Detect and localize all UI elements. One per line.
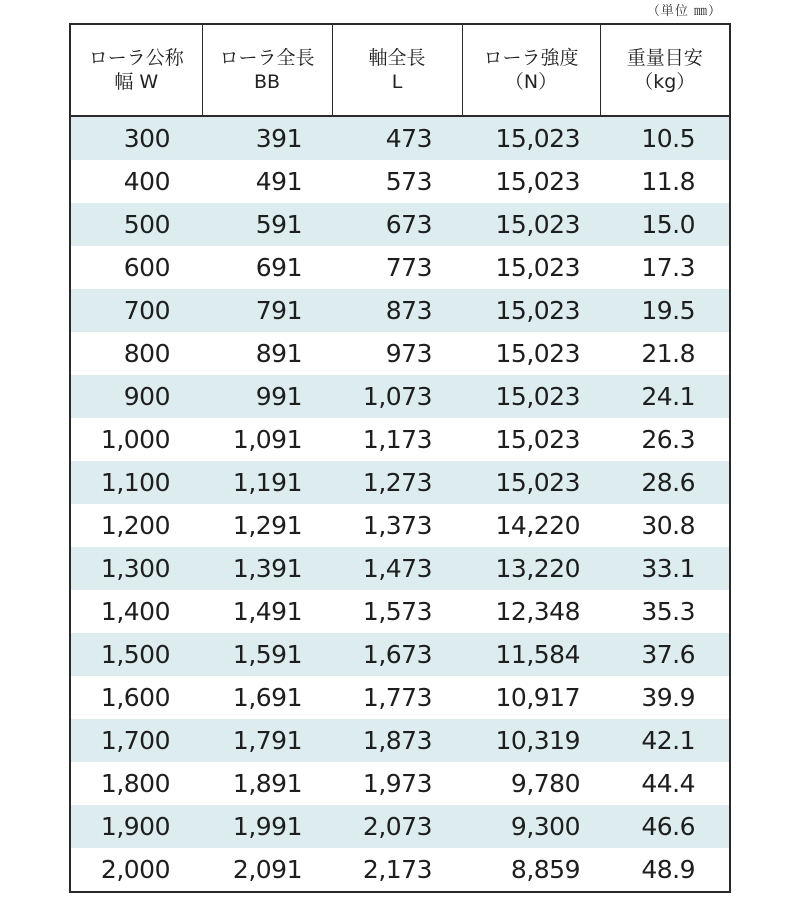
cell-roller-width: 800 xyxy=(123,339,170,368)
cell-roller-strength: 9,780 xyxy=(510,769,580,798)
unit-note: （単位 ㎜） xyxy=(646,4,722,19)
table-row xyxy=(71,848,729,891)
cell-weight: 15.0 xyxy=(600,203,729,246)
table-body xyxy=(71,116,729,891)
cell-weight: 11.8 xyxy=(641,167,695,196)
cell-roller-width: 1,400 xyxy=(100,597,170,626)
cell-weight: 39.9 xyxy=(641,683,695,712)
cell-shaft-length: 773 xyxy=(385,253,432,282)
cell-roller-width: 1,800 xyxy=(100,769,170,798)
cell-roller-length: 1,191 xyxy=(202,461,332,504)
cell-roller-width: 500 xyxy=(71,203,202,246)
table-row xyxy=(71,719,729,762)
cell-shaft-length: 1,573 xyxy=(362,597,432,626)
cell-weight: 26.3 xyxy=(641,425,695,454)
cell-roller-strength: 8,859 xyxy=(510,855,580,884)
table-row xyxy=(71,547,729,590)
cell-roller-length: 491 xyxy=(255,167,302,196)
table-row xyxy=(71,203,729,246)
cell-roller-width: 300 xyxy=(71,116,202,160)
cell-shaft-length: 1,873 xyxy=(332,719,462,762)
cell-roller-length: 391 xyxy=(202,116,332,160)
cell-roller-strength: 15,023 xyxy=(495,425,580,454)
cell-roller-width: 1,600 xyxy=(100,683,170,712)
table-row xyxy=(71,160,729,203)
cell-roller-length: 1,491 xyxy=(232,597,302,626)
cell-roller-length: 1,091 xyxy=(232,425,302,454)
cell-shaft-length: 1,473 xyxy=(332,547,462,590)
header-roller-width xyxy=(71,25,202,116)
cell-weight: 24.1 xyxy=(600,375,729,418)
cell-roller-strength: 15,023 xyxy=(495,167,580,196)
header-label-line2: 幅 W xyxy=(114,71,159,93)
cell-roller-length: 1,291 xyxy=(232,511,302,540)
table-row xyxy=(71,116,729,160)
cell-roller-strength: 11,584 xyxy=(462,633,600,676)
cell-weight: 28.6 xyxy=(600,461,729,504)
cell-roller-strength: 15,023 xyxy=(462,203,600,246)
cell-shaft-length: 1,373 xyxy=(362,511,432,540)
cell-weight: 48.9 xyxy=(641,855,695,884)
header-label-line1: ローラ公称 xyxy=(88,47,184,69)
table-row xyxy=(71,246,729,289)
header-shaft-length xyxy=(332,25,462,116)
cell-roller-length: 1,391 xyxy=(202,547,332,590)
cell-shaft-length: 2,173 xyxy=(362,855,432,884)
cell-weight: 10.5 xyxy=(600,116,729,160)
cell-roller-length: 1,591 xyxy=(202,633,332,676)
cell-roller-strength: 15,023 xyxy=(462,461,600,504)
header-roller-length xyxy=(202,25,332,116)
cell-roller-strength: 13,220 xyxy=(462,547,600,590)
cell-shaft-length: 973 xyxy=(385,339,432,368)
cell-weight: 46.6 xyxy=(600,805,729,848)
table-row xyxy=(71,289,729,332)
cell-shaft-length: 1,773 xyxy=(362,683,432,712)
cell-shaft-length: 1,173 xyxy=(362,425,432,454)
header-label-line1: 重量目安 xyxy=(626,47,703,69)
cell-shaft-length: 1,273 xyxy=(332,461,462,504)
table-row xyxy=(71,332,729,375)
cell-weight: 19.5 xyxy=(600,289,729,332)
cell-shaft-length: 1,073 xyxy=(332,375,462,418)
cell-roller-length: 1,791 xyxy=(202,719,332,762)
cell-shaft-length: 673 xyxy=(332,203,462,246)
cell-roller-length: 1,991 xyxy=(202,805,332,848)
cell-shaft-length: 1,673 xyxy=(332,633,462,676)
header-label-line1: 軸全長 xyxy=(368,47,426,69)
cell-weight: 33.1 xyxy=(600,547,729,590)
cell-shaft-length: 2,073 xyxy=(332,805,462,848)
cell-weight: 44.4 xyxy=(641,769,695,798)
cell-roller-length: 591 xyxy=(202,203,332,246)
cell-roller-width: 900 xyxy=(71,375,202,418)
cell-roller-strength: 9,300 xyxy=(462,805,600,848)
cell-roller-length: 791 xyxy=(202,289,332,332)
cell-weight: 37.6 xyxy=(600,633,729,676)
table-row xyxy=(71,805,729,848)
header-row xyxy=(71,25,729,116)
header-label-line2: L xyxy=(391,71,403,93)
cell-roller-width: 1,900 xyxy=(71,805,202,848)
cell-roller-strength: 15,023 xyxy=(462,289,600,332)
table-row xyxy=(71,418,729,461)
cell-roller-length: 1,891 xyxy=(232,769,302,798)
cell-roller-strength: 15,023 xyxy=(462,116,600,160)
header-label-line2: （kg） xyxy=(634,71,696,93)
cell-roller-width: 1,200 xyxy=(100,511,170,540)
cell-shaft-length: 873 xyxy=(332,289,462,332)
cell-roller-strength: 10,319 xyxy=(462,719,600,762)
cell-roller-width: 2,000 xyxy=(100,855,170,884)
table-row xyxy=(71,590,729,633)
table-row xyxy=(71,676,729,719)
roller-spec-table xyxy=(69,23,731,893)
table-row xyxy=(71,461,729,504)
header-label-line2: BB xyxy=(253,71,281,93)
cell-weight: 17.3 xyxy=(641,253,695,282)
cell-roller-width: 1,300 xyxy=(71,547,202,590)
cell-shaft-length: 1,973 xyxy=(362,769,432,798)
header-weight xyxy=(600,25,729,116)
cell-roller-length: 1,691 xyxy=(232,683,302,712)
header-label-line2: （N） xyxy=(504,71,558,93)
cell-roller-length: 2,091 xyxy=(232,855,302,884)
cell-roller-strength: 15,023 xyxy=(462,375,600,418)
header-label-line1: ローラ強度 xyxy=(483,47,579,69)
cell-shaft-length: 473 xyxy=(332,116,462,160)
cell-shaft-length: 573 xyxy=(385,167,432,196)
cell-weight: 35.3 xyxy=(641,597,695,626)
cell-weight: 42.1 xyxy=(600,719,729,762)
cell-roller-width: 700 xyxy=(71,289,202,332)
cell-roller-length: 691 xyxy=(255,253,302,282)
cell-weight: 21.8 xyxy=(641,339,695,368)
cell-roller-width: 1,500 xyxy=(71,633,202,676)
table-header xyxy=(71,25,729,116)
table-row xyxy=(71,762,729,805)
cell-roller-width: 1,000 xyxy=(100,425,170,454)
table-row xyxy=(71,633,729,676)
table-row xyxy=(71,504,729,547)
cell-roller-strength: 10,917 xyxy=(495,683,580,712)
cell-roller-strength: 15,023 xyxy=(495,253,580,282)
header-roller-strength xyxy=(462,25,600,116)
cell-roller-strength: 15,023 xyxy=(495,339,580,368)
cell-roller-width: 1,100 xyxy=(71,461,202,504)
cell-roller-length: 991 xyxy=(202,375,332,418)
cell-roller-length: 891 xyxy=(255,339,302,368)
cell-roller-strength: 12,348 xyxy=(495,597,580,626)
cell-roller-width: 1,700 xyxy=(71,719,202,762)
table-row xyxy=(71,375,729,418)
cell-roller-strength: 14,220 xyxy=(495,511,580,540)
cell-weight: 30.8 xyxy=(641,511,695,540)
cell-roller-width: 400 xyxy=(123,167,170,196)
cell-roller-width: 600 xyxy=(123,253,170,282)
header-label-line1: ローラ全長 xyxy=(219,47,315,69)
